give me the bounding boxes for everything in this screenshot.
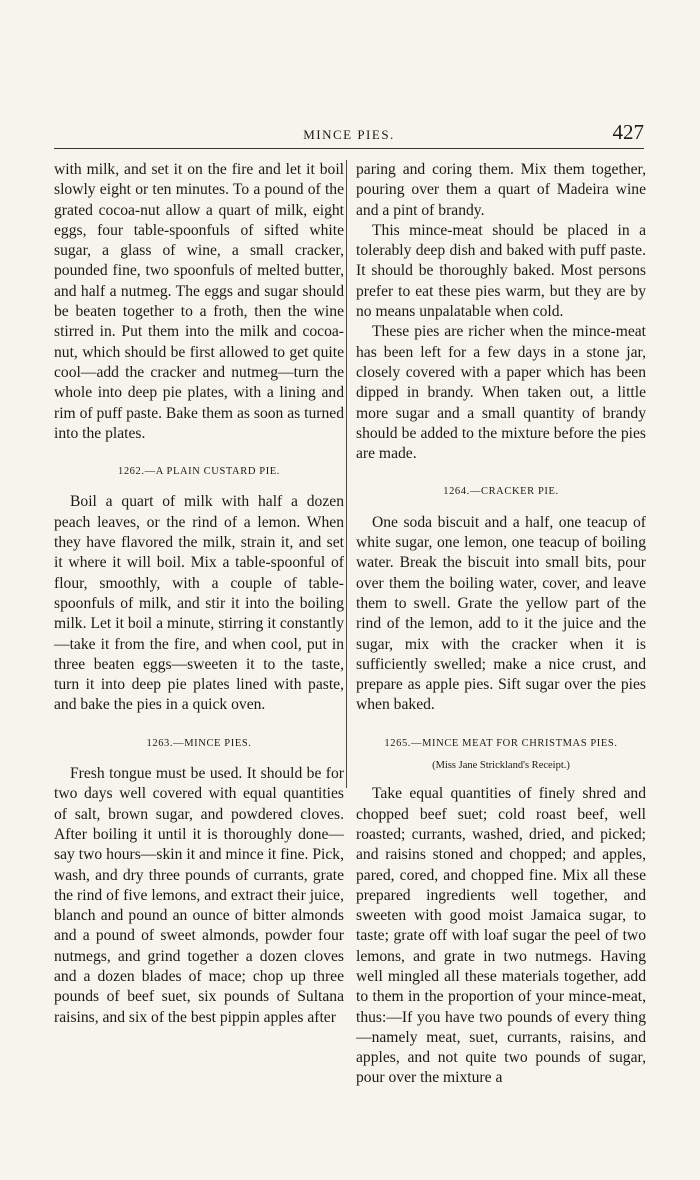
running-head (54, 122, 644, 149)
recipe-heading-1262: 1262.—A PLAIN CUSTARD PIE. (117, 466, 281, 478)
column-divider (346, 160, 347, 788)
paragraph-continued: with milk, and set it on the fire and let it boil slowly eight or ten minutes. To a pound of the grated cocoa-nut allow a quart of milk, eight eggs, four table-spoonfuls of sifted white sugar, a glass of wine, a small cracker, pounded fine, two spoonfuls of melted butter, and half a nutmeg. The eggs and sugar should be beaten together to a froth, then the wine stirred in. Put them into the milk and cocoa-nut, which should be first allowed to get quite cool—add the cracker and nutmeg—turn the whole into deep pie plates, with a lining and rim of puff paste. Bake them as soon as turned into the plates. (54, 161, 344, 442)
paragraph-continued-right: paring and coring them. Mix them together, pouring over them a quart of Madeira wine and a pint of brandy. (356, 161, 646, 219)
right-column (356, 160, 646, 1089)
recipe-attribution-1265: (Miss Jane Strickland's Receipt.) (432, 760, 570, 772)
page-number: 427 (612, 120, 644, 144)
recipe-heading-1265: 1265.—MINCE MEAT FOR CHRISTMAS PIES. (384, 737, 618, 749)
paragraph-mince-meat-storing: These pies are richer when the mince-meat has been left for a few days in a stone jar, closely covered with a paper which has been dipped in brandy. When taken out, a little more sugar and a small quantity of brandy should be added to the mixture before the pies are made. (356, 323, 646, 463)
recipe-text-1263: Fresh tongue must be used. It should be for two days well covered with equal quantities of salt, brown sugar, and powdered cloves. After boiling it until it is thoroughly done—say two hours—skin it and mince it fine. Pick, wash, and dry three pounds of currants, grate the rind of five lemons, and extract their juice, blanch and pound an ounce of bitter almonds and a pound of sweet almonds, powder four nutmegs, and grind together a dozen cloves and a dozen blades of mace; chop up three pounds of beef suet, six pounds of Sultana raisins, and six of the best pippin apples after (54, 765, 344, 1026)
recipe-text-1264: One soda biscuit and a half, one teacup of white sugar, one lemon, one teacup of boiling water. Break the biscuit into small bits, pour over them the boiling water, cover, and leave them to swell. Grate the yellow part of the rind of the lemon, add to it the juice and the sugar, mix with the cracker when it is sufficiently swelled; make a nice crust, and prepare as apple pies. Sift sugar over the pies when baked. (356, 513, 646, 714)
paragraph-mince-meat-baking: This mince-meat should be placed in a tolerably deep dish and baked with puff paste. It should be thoroughly baked. Most persons prefer to eat these pies warm, but they are by no means unpalatable when cold. (356, 221, 646, 321)
recipe-text-1265: Take equal quantities of finely shred and chopped beef suet; cold roast beef, well roasted; currants, washed, dried, and picked; and raisins stoned and chopped; and apples, pared, cored, and chopped fine. Mix all these prepared ingredients well together, and sweeten with good moist Jamaica sugar, to taste; grate off with loaf sugar the peel of two lemons, and grate in two nutmegs. Having well mingled all these materials together, add to them in the proportion of your mince-meat, thus:—If you have two pounds of every thing—namely meat, suet, currants, raisins, and apples, and not quite two pounds of sugar, pour over the mixture a (356, 785, 646, 1087)
recipe-heading-1264: 1264.—CRACKER PIE. (443, 486, 559, 498)
running-title: MINCE PIES. (303, 127, 395, 142)
recipe-heading-1263: 1263.—MINCE PIES. (146, 737, 252, 749)
left-column (54, 160, 344, 1028)
recipe-text-1262: Boil a quart of milk with half a dozen peach leaves, or the rind of a lemon. When they have flavored the milk, strain it, and set it where it will boil. Mix a table-spoonful of flour, smoothly, with a couple of table-spoonfuls of milk, and stir it into the boiling milk. Let it boil a minute, stirring it constantly—take it from the fire, and when cool, put in three beaten eggs—sweeten it to the taste, turn it into deep pie plates lined with paste, and bake the pies in a quick oven. (54, 493, 344, 714)
